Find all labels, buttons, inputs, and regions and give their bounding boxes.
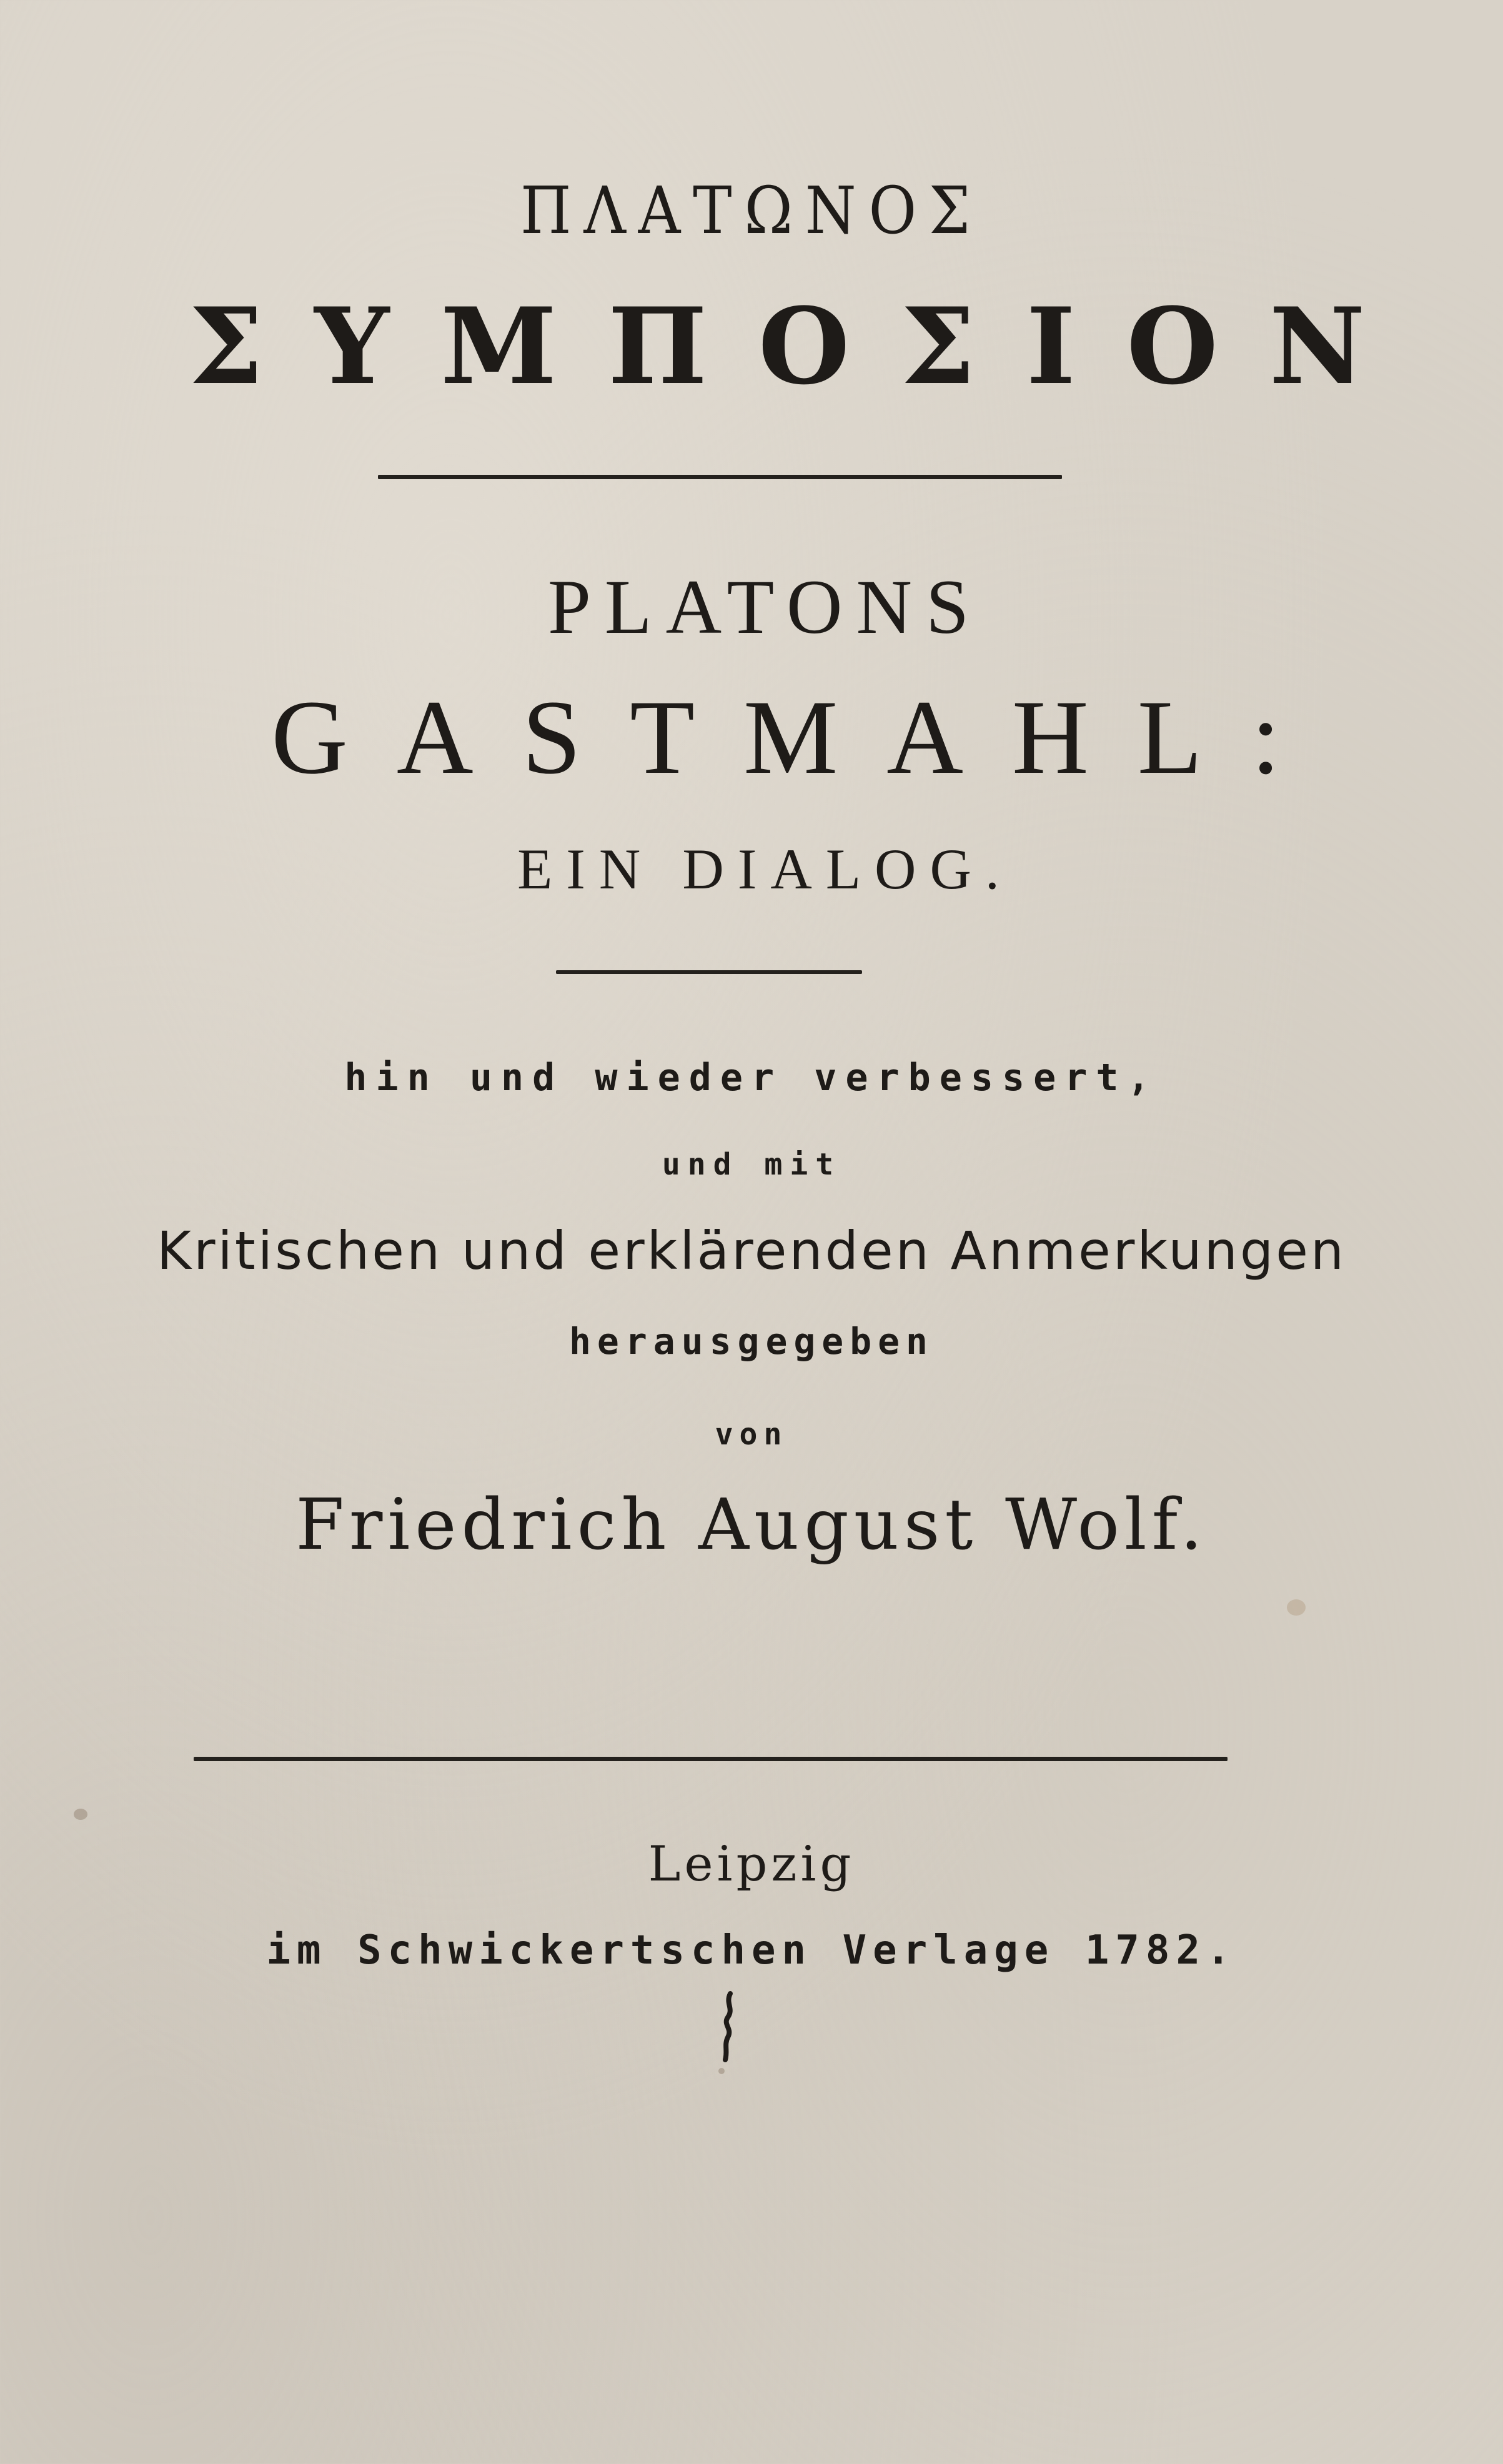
german-title-heading: GASTMAHL: bbox=[271, 678, 1329, 796]
divider-rule-long bbox=[194, 1757, 1228, 1761]
edition-line: Kritischen und erklärenden Anmerkungen bbox=[156, 1220, 1347, 1281]
paper-stain bbox=[1287, 1599, 1306, 1616]
paper-stain bbox=[74, 1809, 87, 1820]
paper-stain bbox=[718, 2068, 725, 2074]
publication-place: Leipzig bbox=[648, 1836, 855, 1892]
edition-line: und mit bbox=[662, 1147, 841, 1182]
edition-line: von bbox=[715, 1417, 788, 1452]
german-author-heading: PLATONS bbox=[547, 564, 983, 650]
edition-line: herausgegeben bbox=[569, 1320, 934, 1363]
subtitle: EIN DIALOG. bbox=[517, 837, 1013, 901]
divider-rule bbox=[378, 475, 1062, 479]
signature-mark-icon bbox=[709, 1990, 747, 2065]
greek-author-heading: ΠΛΑΤΩΝΟΣ bbox=[520, 172, 983, 249]
divider-rule-short bbox=[556, 970, 862, 974]
publisher-imprint: im Schwickertschen Verlage 1782. bbox=[266, 1927, 1237, 1974]
greek-title-heading: ΣΥΜΠΟΣΙΟΝ bbox=[189, 284, 1417, 408]
editor-name: Friedrich August Wolf. bbox=[295, 1484, 1208, 1566]
edition-line: hin und wieder verbessert, bbox=[344, 1056, 1159, 1100]
